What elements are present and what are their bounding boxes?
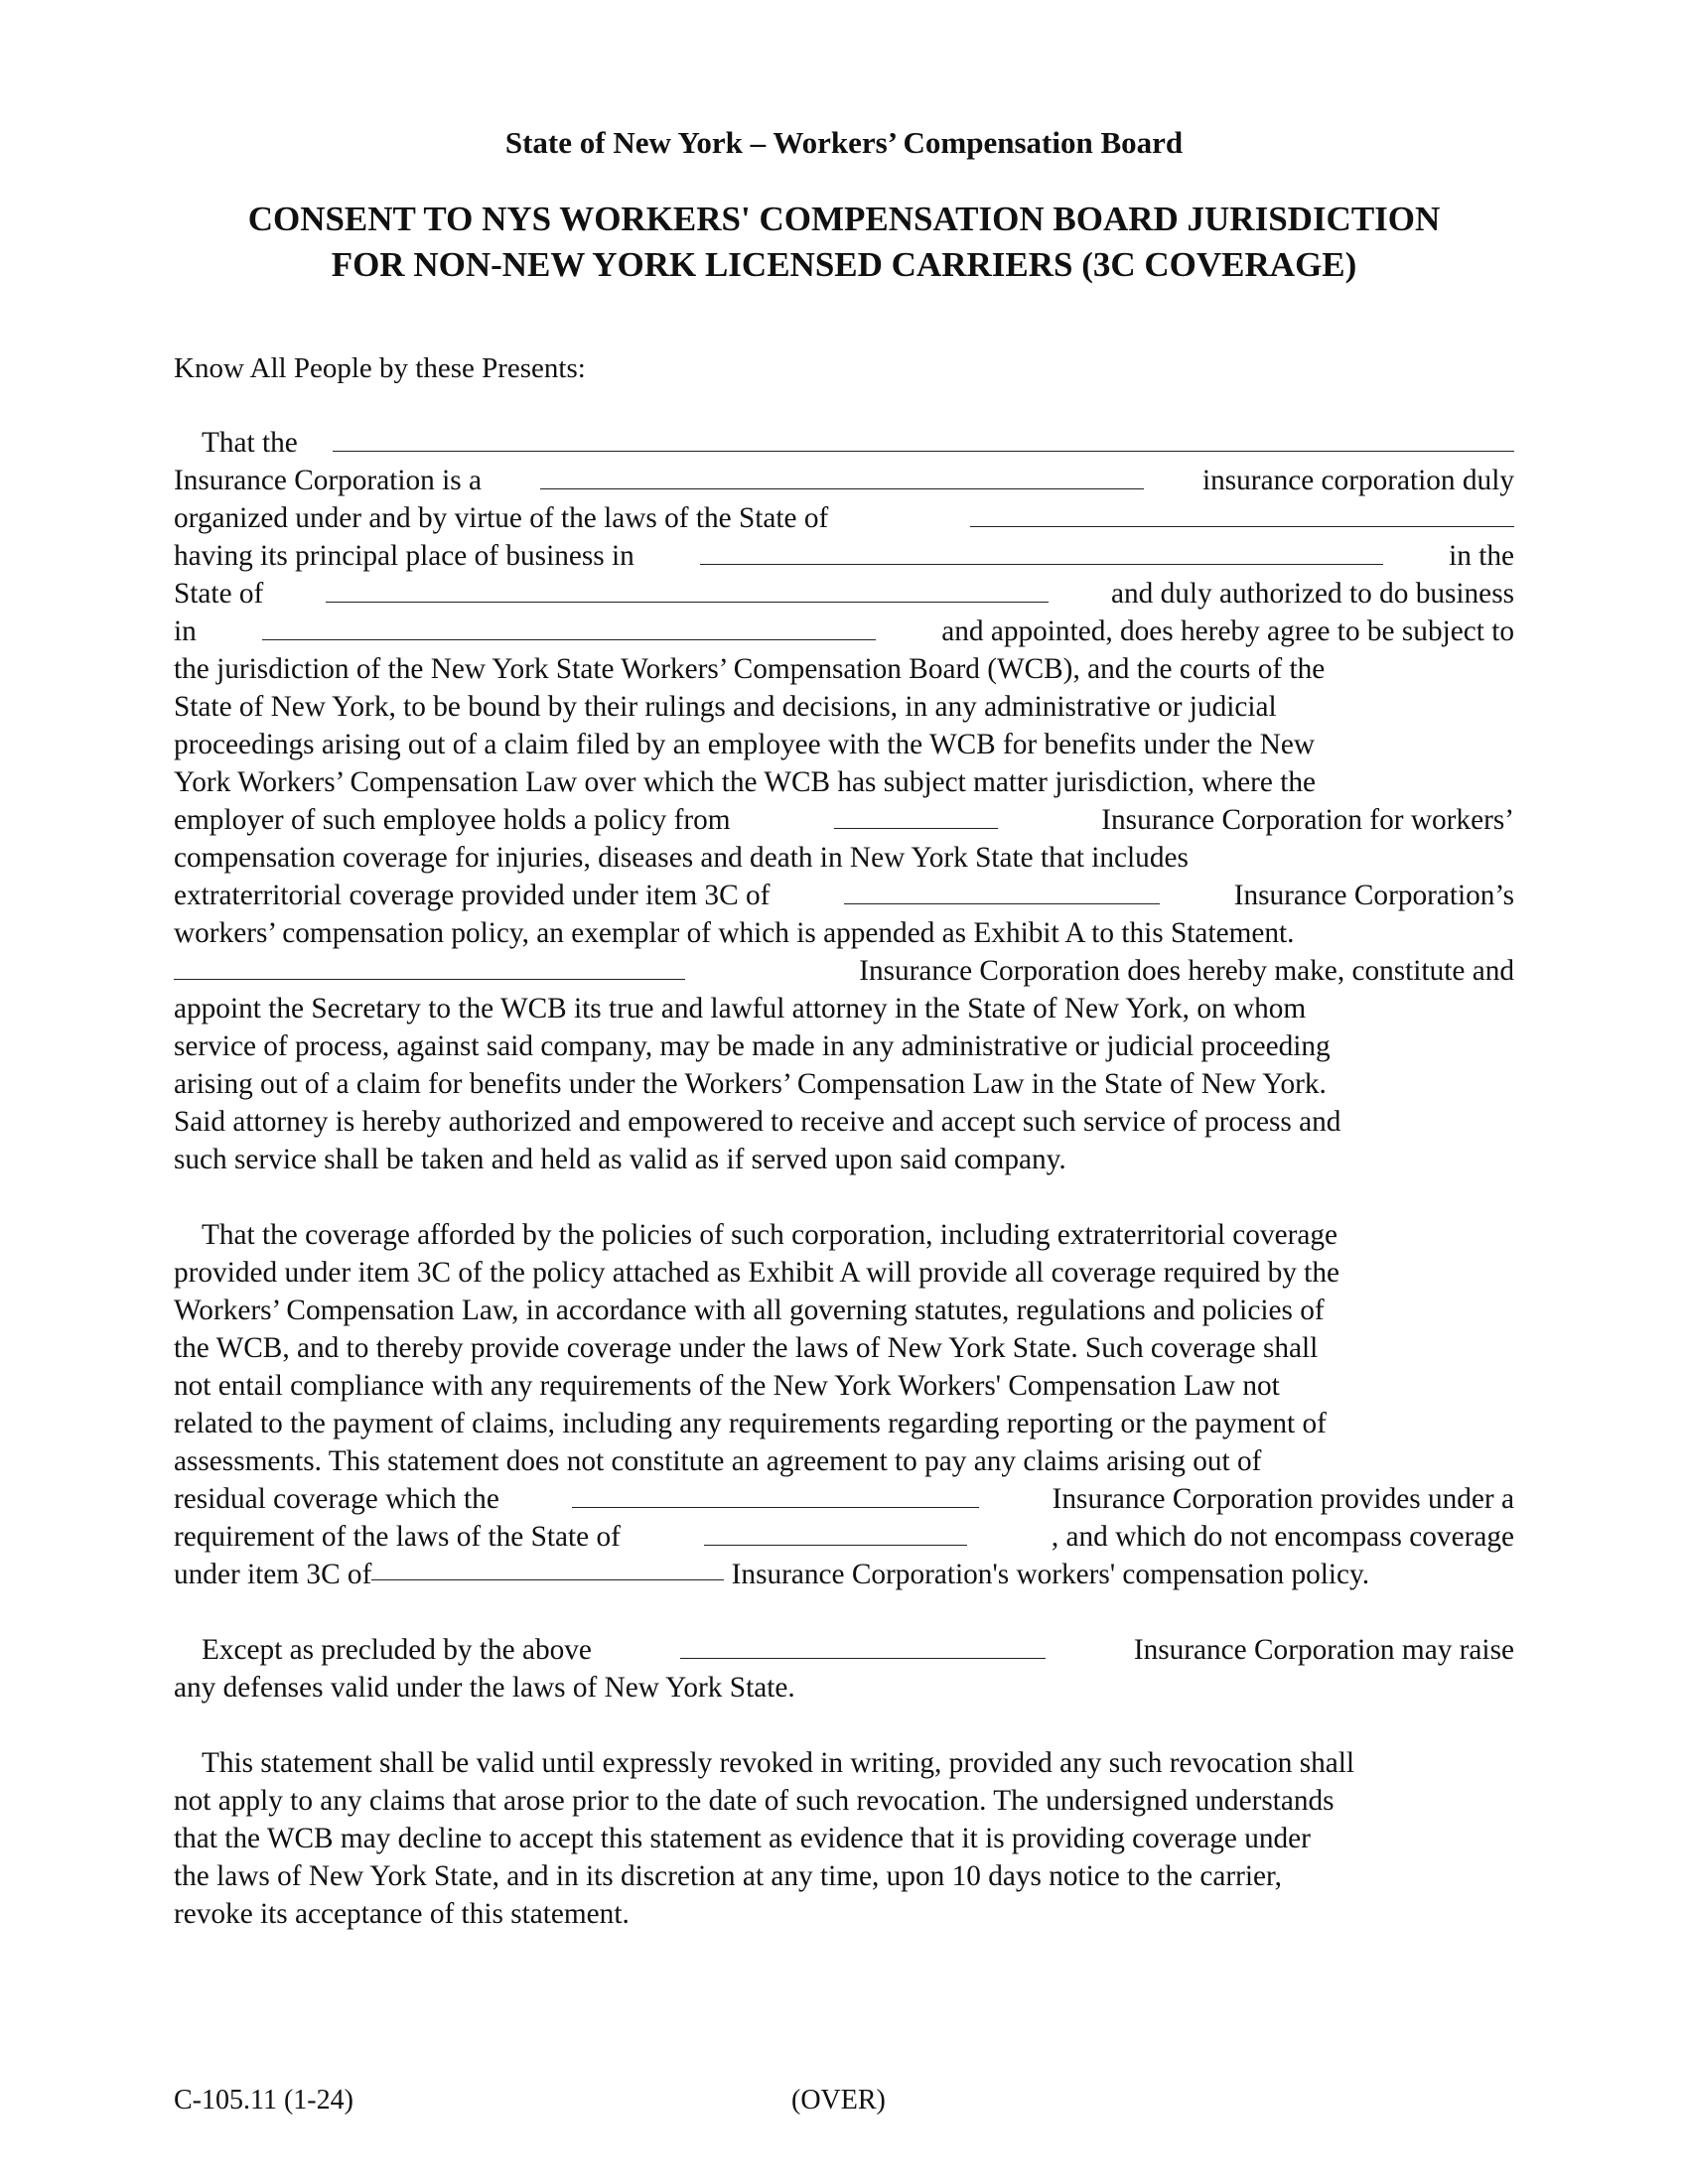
p1-line: arising out of a claim for benefits under the Workers’ Compensation Law in the State of New York. [174,1068,1327,1100]
p1-line: Insurance Corporation is a insurance corporation duly [174,465,1514,496]
p1-line: proceedings arising out of a claim filed by an employee with the WCB for benefits under the New [174,729,1316,760]
p1-line: the jurisdiction of the New York State Workers’ Compensation Board (WCB), and the courts of the [174,653,1326,685]
form-title-line-1: CONSENT TO NYS WORKERS' COMPENSATION BOARD JURISDICTION [247,200,1441,238]
p2-line: That the coverage afforded by the policies of such corporation, including extraterritorial coverage [202,1219,1338,1251]
p2-line: related to the payment of claims, including any requirements regarding reporting or the payment of [174,1408,1327,1439]
p1-line: workers’ compensation policy, an exemplar of which is appended as Exhibit A to this Statement. [174,917,1295,949]
form-title [174,197,1514,288]
p2-line: Workers’ Compensation Law, in accordance with all governing statutes, regulations and policies of [174,1295,1325,1326]
residual-carrier-blank[interactable] [572,1483,979,1508]
p3-line: Except as precluded by the above Insurance Corporation may raise [202,1634,1514,1666]
policy-owner-carrier-blank[interactable] [371,1556,724,1580]
p1-line: such service shall be taken and held as valid as if served upon said company. [174,1144,1066,1175]
p2-line: under item 3C of Insurance Corporation's workers' compensation policy. [174,1556,1514,1593]
p1-line: York Workers’ Compensation Law over which the WCB has subject matter jurisdiction, where the [174,766,1317,798]
appointing-carrier-blank[interactable] [174,955,685,980]
p1-line: extraterritorial coverage provided under item 3C of Insurance Corporation’s [174,880,1514,911]
p1-line: That the [174,424,1514,462]
p1-line: in and appointed, does hereby agree to be subject to [174,615,1514,647]
p1-line: State of New York, to be bound by their rulings and decisions, in any administrative or judicial [174,691,1277,723]
p2-line: assessments. This statement does not constitute an agreement to pay any claims arising out of [174,1445,1262,1477]
carrier-name-blank[interactable] [333,427,1514,452]
authorized-state-blank[interactable] [262,615,876,640]
item-3c-carrier-blank[interactable] [844,880,1160,904]
principal-state-blank[interactable] [326,578,1049,603]
residual-state-blank[interactable] [704,1521,967,1546]
over-indicator: (OVER) [791,2085,886,2116]
p2-line: residual coverage which the Insurance Corporation provides under a [174,1483,1514,1515]
p1-line: Insurance Corporation does hereby make, constitute and [174,952,1514,990]
agency-heading: State of New York – Workers’ Compensation Board [504,125,1184,160]
policy-carrier-blank[interactable] [834,804,998,829]
p1-line: Said attorney is hereby authorized and empowered to receive and accept such service of process and [174,1106,1341,1138]
p2-line: provided under item 3C of the policy attached as Exhibit A will provide all coverage required by the [174,1257,1339,1289]
principal-place-blank[interactable] [700,540,1383,565]
greeting: Know All People by these Presents: [174,352,586,384]
p2-line: the WCB, and to thereby provide coverage under the laws of New York State. Such coverage shall [174,1332,1319,1364]
state-of-organization-blank[interactable] [970,502,1514,527]
p1-line: appoint the Secretary to the WCB its true and lawful attorney in the State of New York, on whom [174,993,1307,1024]
p1-line: compensation coverage for injuries, diseases and death in New York State that includes [174,842,1189,874]
p1-line: State of and duly authorized to do business [174,578,1514,610]
form-title-line-2: FOR NON-NEW YORK LICENSED CARRIERS (3C COVERAGE) [331,245,1357,284]
p2-line: requirement of the laws of the State of , and which do not encompass coverage [174,1521,1514,1553]
p1-line: having its principal place of business in in the [174,540,1514,572]
p4-line: This statement shall be valid until expressly revoked in writing, provided any such revocation shall [202,1747,1355,1779]
defenses-carrier-blank[interactable] [680,1634,1046,1659]
p4-line: not apply to any claims that arose prior to the date of such revocation. The undersigned understands [174,1785,1335,1817]
p4-line: revoke its acceptance of this statement. [174,1898,630,1930]
p1-line: organized under and by virtue of the laws of the State of [174,499,1514,537]
p4-line: the laws of New York State, and in its discretion at any time, upon 10 days notice to the carrier, [174,1860,1282,1892]
p1-line: employer of such employee holds a policy from Insurance Corporation for workers’ [174,804,1514,836]
p1-line: service of process, against said company, may be made in any administrative or judicial proceeding [174,1030,1331,1062]
p4-line: that the WCB may decline to accept this statement as evidence that it is providing coverage under [174,1823,1311,1854]
p3-line: any defenses valid under the laws of New York State. [174,1672,795,1704]
form-number: C-105.11 (1-24) [174,2085,353,2116]
p2-line: not entail compliance with any requirements of the New York Workers' Compensation Law not [174,1370,1280,1402]
insurance-type-blank[interactable] [540,465,1144,489]
